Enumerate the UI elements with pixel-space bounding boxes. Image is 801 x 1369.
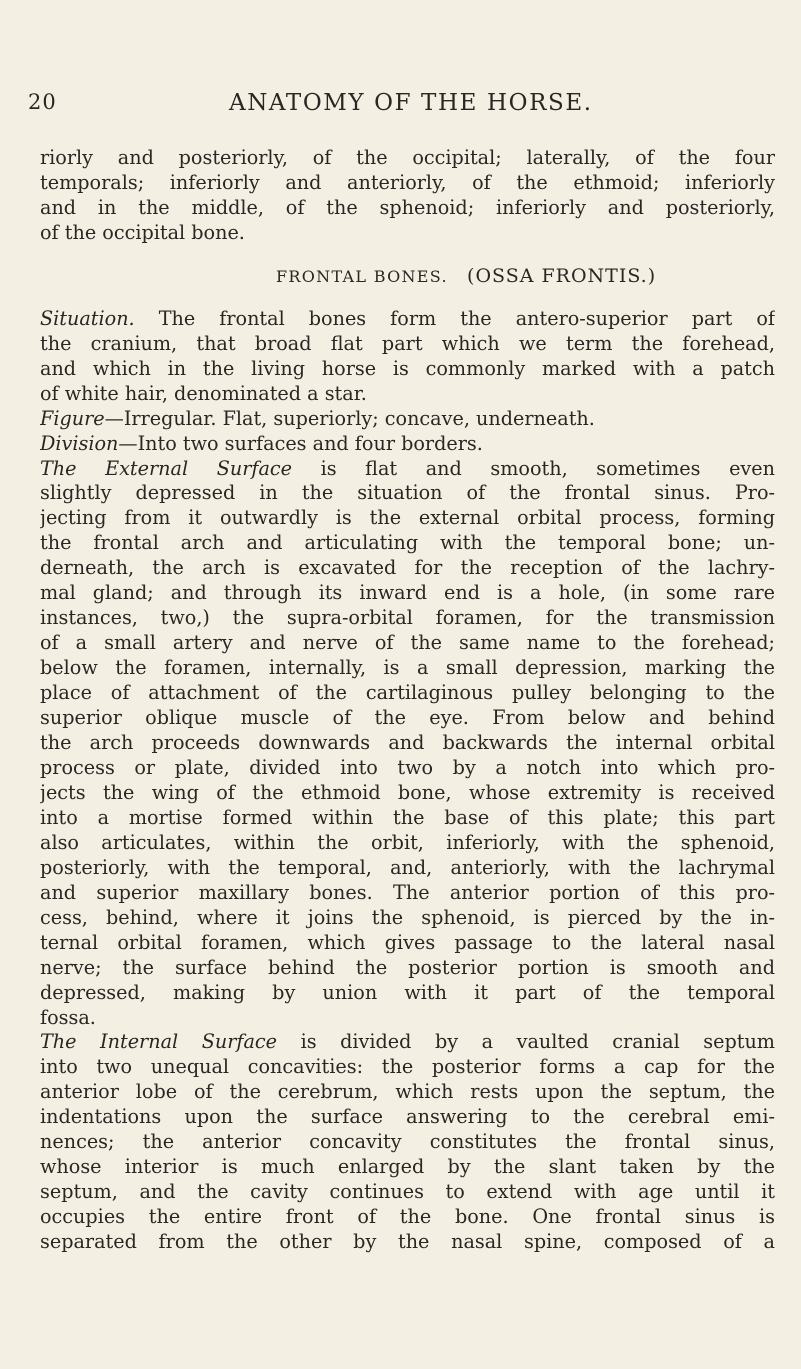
text-line: whose interior is much enlarged by the slant taken by the: [40, 1155, 775, 1179]
section-heading: [40, 263, 775, 290]
running-title: ANATOMY OF THE HORSE.: [229, 90, 593, 116]
text-line: superior oblique muscle of the eye. From below and behind: [40, 706, 775, 730]
paragraph-figure: Figure—Irregular. Flat, superiorly; concave, underneath.: [40, 406, 595, 430]
text-line: riorly and posteriorly, of the occipital; laterally, of the four: [40, 146, 775, 169]
text-line: into a mortise formed within the base of this plate; this part: [40, 805, 775, 829]
text-line: derneath, the arch is excavated for the reception of the lachry-: [40, 556, 775, 580]
page-header: [0, 90, 801, 130]
paragraph-label: The Internal Surface: [40, 1030, 278, 1054]
text-line: and which in the living horse is commonly marked with a patch: [40, 356, 775, 380]
text-line: the arch proceeds downwards and backwards the internal orbital: [40, 731, 775, 755]
text-line: temporals; inferiorly and anteriorly, of the ethmoid; inferiorly: [40, 170, 775, 194]
text-line: cess, behind, where it joins the sphenoid, is pierced by the in-: [40, 905, 775, 929]
paragraph-division: Division—Into two surfaces and four borders.: [40, 431, 483, 455]
text-line: place of attachment of the cartilaginous pulley belonging to the: [40, 681, 775, 705]
text-line: process or plate, divided into two by a notch into which pro-: [40, 755, 775, 779]
body-text: [40, 146, 775, 1255]
text-line: below the foramen, internally, is a small depression, marking the: [40, 656, 775, 680]
text-line: ternal orbital foramen, which gives passage to the lateral nasal: [40, 930, 775, 954]
text-line: of the occipital bone.: [40, 220, 245, 244]
text-line: indentations upon the surface answering to the cerebral emi-: [40, 1105, 775, 1129]
page-number: 20: [28, 90, 57, 114]
text-line: occupies the entire front of the bone. One frontal sinus is: [40, 1205, 775, 1229]
paragraph-label: Division: [40, 431, 119, 455]
text-line: jecting from it outwardly is the external orbital process, forming: [40, 506, 775, 530]
text-line: and superior maxillary bones. The anterior portion of this pro-: [40, 880, 775, 904]
paragraph-label: Situation.: [40, 306, 135, 330]
section-title: FRONTAL BONES.: [276, 266, 448, 286]
text-line: of white hair, denominated a star.: [40, 381, 367, 405]
text-line: septum, and the cavity continues to extend with age until it: [40, 1180, 775, 1204]
text-line: instances, two,) the supra-orbital foramen, for the transmission: [40, 606, 775, 630]
text-line: slightly depressed in the situation of the frontal sinus. Pro-: [40, 481, 775, 505]
text-line: nences; the anterior concavity constitutes the frontal sinus,: [40, 1130, 775, 1154]
paragraph-label: Figure: [40, 406, 105, 430]
text-line: nerve; the surface behind the posterior portion is smooth and: [40, 955, 775, 979]
paragraph-label: The External Surface: [40, 456, 293, 480]
text-line: into two unequal concavities: the posterior forms a cap for the: [40, 1055, 775, 1079]
text-line: fossa.: [40, 1005, 96, 1029]
text-line: mal gland; and through its inward end is a hole, (in some rare: [40, 581, 775, 605]
text-line: posteriorly, with the temporal, and, anteriorly, with the lachrymal: [40, 855, 775, 879]
text-line: and in the middle, of the sphenoid; inferiorly and posteriorly,: [40, 195, 775, 219]
text-line: also articulates, within the orbit, inferiorly, with the sphenoid,: [40, 830, 775, 854]
paragraph-external-first-line: The External Surface is flat and smooth, sometimes even: [40, 456, 775, 480]
paragraph-internal-first-line: The Internal Surface is divided by a vaulted cranial septum: [40, 1030, 775, 1054]
text-line: anterior lobe of the cerebrum, which rests upon the septum, the: [40, 1080, 775, 1104]
text-line: jects the wing of the ethmoid bone, whose extremity is received: [40, 780, 775, 804]
text-line: the cranium, that broad flat part which we term the forehead,: [40, 331, 775, 355]
text-line: of a small artery and nerve of the same name to the forehead;: [40, 631, 775, 655]
paragraph-situation-first-line: Situation. The frontal bones form the antero-superior part of: [40, 306, 775, 330]
text-line: the frontal arch and articulating with the temporal bone; un-: [40, 531, 775, 555]
text-line: separated from the other by the nasal spine, composed of a: [40, 1230, 775, 1254]
section-latin-title: (OSSA FRONTIS.): [467, 264, 657, 287]
text-line: depressed, making by union with it part of the temporal: [40, 980, 775, 1004]
